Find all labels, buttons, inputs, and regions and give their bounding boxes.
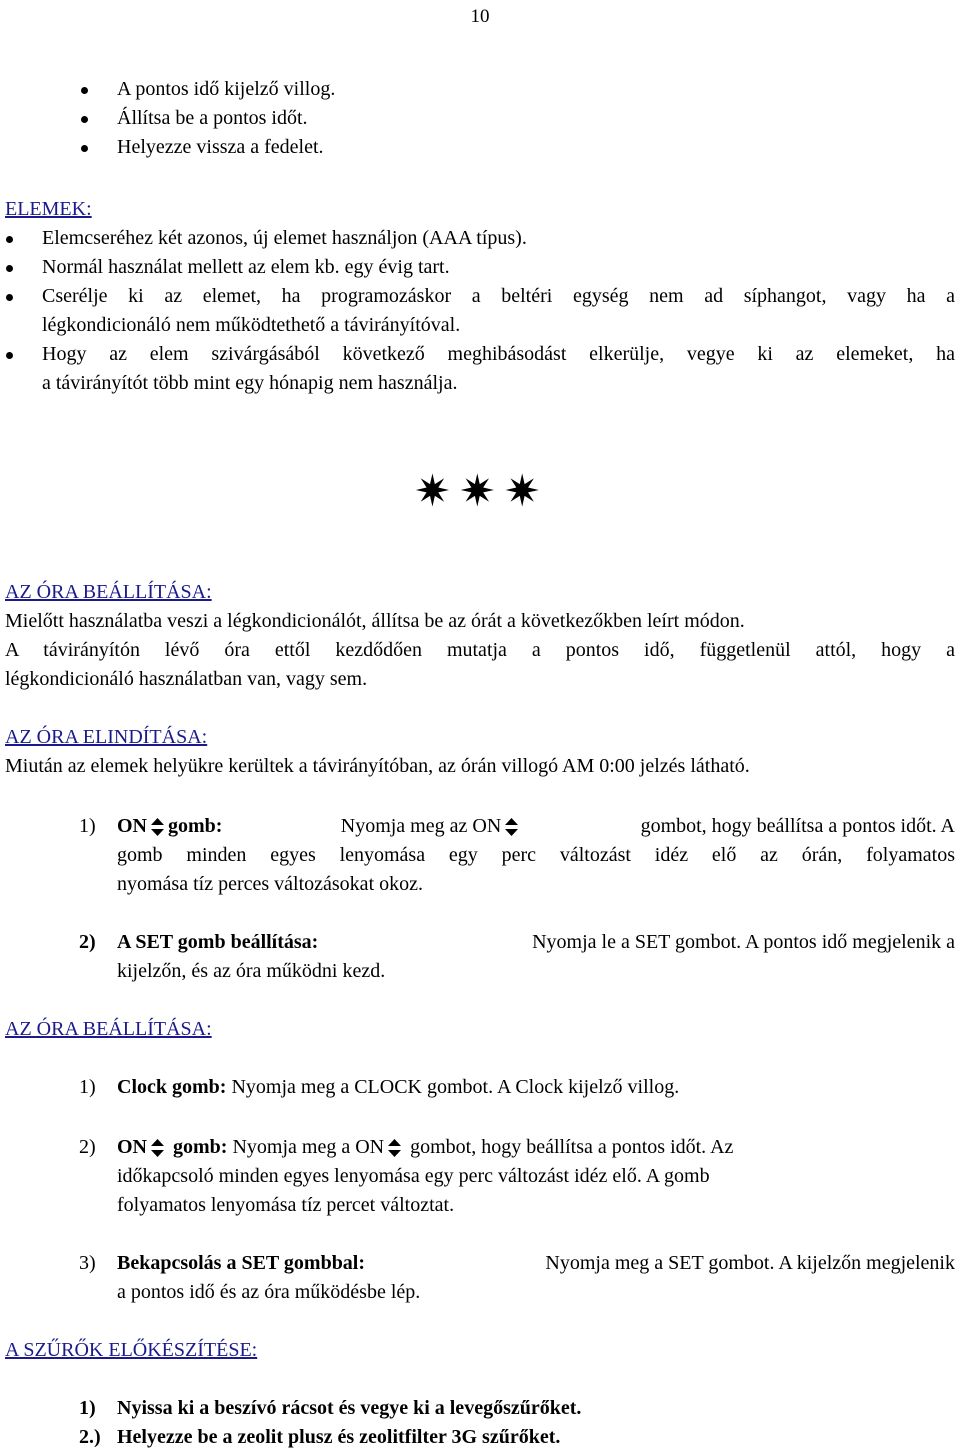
elinditas-item-1-line-1 xyxy=(117,812,955,841)
list-number: 1) xyxy=(79,1076,96,1098)
list-number: 1) xyxy=(79,1397,96,1419)
beallitas-item-1 xyxy=(117,1073,679,1102)
beallitas-paragraph-line-1: Mielőtt használatba veszi a légkondicionálót, állítsa be az órát a következőkben leírt módon. xyxy=(5,610,745,632)
item-1-text-a: Nyomja meg az ON xyxy=(340,815,502,837)
item-text-a: Nyomja meg a ON xyxy=(232,1136,385,1158)
elemek-bullet-4-line-1: Hogy az elem szivárgásából következő meghibásodást elkerülje, vegye ki az elemeket, ha xyxy=(42,343,955,365)
up-down-triangle-icon xyxy=(151,1139,164,1157)
item-1-text-b: gombot, hogy beállítsa a pontos időt. A xyxy=(640,815,955,837)
beallitas-paragraph-line-2: A távirányítón lévő óra ettől kezdődően mutatja a pontos idő, függetlenül attól, hogy a xyxy=(5,639,955,661)
item-text-b: gombot, hogy beállítsa a pontos időt. Az xyxy=(410,1136,734,1158)
beallitas-item-2-line-2: időkapcsoló minden egyes lenyomása egy perc változást idéz elő. A gomb xyxy=(117,1165,710,1187)
up-down-triangle-icon xyxy=(151,818,164,836)
item-1-lead xyxy=(117,812,222,841)
bold-set-label: A SET gomb beállítása: xyxy=(117,931,319,953)
item-text: Nyomja meg a CLOCK gombot. A Clock kijelző villog. xyxy=(231,1076,680,1098)
list-number: 2.) xyxy=(79,1426,101,1448)
section-heading-elemek: ELEMEK: xyxy=(5,198,92,220)
bold-bekapcsolas-label: Bekapcsolás a SET gombbal: xyxy=(117,1252,366,1274)
page-number: 10 xyxy=(470,6,490,27)
beallitas-item-3-line-2: a pontos idő és az óra működésbe lép. xyxy=(117,1281,421,1303)
szurok-item-1: Nyissa ki a beszívó rácsot és vegye ki a levegőszűrőket. xyxy=(117,1397,582,1419)
beallitas-paragraph-line-3: légkondicionáló használatban van, vagy sem. xyxy=(5,668,368,690)
elinditas-item-1-line-2: gomb minden egyes lenyomása egy perc változást idéz elő az órán, folyamatos xyxy=(117,844,955,866)
intro-bullet-1: A pontos idő kijelző villog. xyxy=(117,78,336,100)
list-number: 1) xyxy=(79,815,96,837)
bullet-dot-icon xyxy=(6,352,13,359)
bullet-dot-icon xyxy=(6,265,13,272)
bullet-dot-icon xyxy=(6,236,13,243)
section-heading-szurok: A SZŰRŐK ELŐKÉSZÍTÉSE: xyxy=(5,1339,258,1361)
elemek-bullet-3-line-2: légkondicionáló nem működtethető a távirányítóval. xyxy=(42,314,461,336)
bullet-dot-icon xyxy=(81,145,88,152)
elemek-bullet-3-line-1: Cserélje ki az elemet, ha programozáskor a beltéri egység nem ad síphangot, vagy ha a xyxy=(42,285,955,307)
list-number: 2) xyxy=(79,1136,96,1158)
star-separator-icon: ✷✷✷ xyxy=(414,467,549,516)
section-heading-ora-beallitasa: AZ ÓRA BEÁLLÍTÁSA: xyxy=(5,581,212,603)
szurok-item-2: Helyezze be a zeolit plusz és zeolitfilter 3G szűrőket. xyxy=(117,1426,561,1448)
bullet-dot-icon xyxy=(81,87,88,94)
list-number: 3) xyxy=(79,1252,96,1274)
bullet-dot-icon xyxy=(81,116,88,123)
elinditas-item-1-line-3: nyomása tíz perces változásokat okoz. xyxy=(117,873,423,895)
up-down-triangle-icon xyxy=(388,1139,401,1157)
up-down-triangle-icon xyxy=(505,818,518,836)
beallitas-item-2-line-3: folyamatos lenyomása tíz percet változtat. xyxy=(117,1194,455,1216)
elemek-bullet-4-line-2: a távirányítót több mint egy hónapig nem használja. xyxy=(42,372,458,394)
elinditas-item-2-line-1 xyxy=(117,928,955,957)
bold-clock-label: Clock gomb: xyxy=(117,1076,227,1098)
item-2-text: Nyomja le a SET gombot. A pontos idő megjelenik a xyxy=(532,931,955,953)
intro-bullet-3: Helyezze vissza a fedelet. xyxy=(117,136,324,158)
intro-bullet-2: Állítsa be a pontos időt. xyxy=(117,107,308,129)
section-heading-ora-beallitasa-2: AZ ÓRA BEÁLLÍTÁSA: xyxy=(5,1018,212,1040)
elinditas-intro: Miután az elemek helyükre kerültek a távirányítóban, az órán villogó AM 0:00 jelzés látható. xyxy=(5,755,750,777)
bullet-dot-icon xyxy=(6,294,13,301)
beallitas-item-2-line-1 xyxy=(117,1133,733,1162)
bold-gomb-label: gomb: xyxy=(168,815,223,837)
elemek-bullet-1: Elemcseréhez két azonos, új elemet használjon (AAA típus). xyxy=(42,227,527,249)
list-number: 2) xyxy=(79,931,96,953)
beallitas-item-3-line-1 xyxy=(117,1249,955,1278)
bold-on-label: ON xyxy=(117,1136,147,1158)
item-1-mid xyxy=(341,812,523,841)
section-heading-ora-elinditasa: AZ ÓRA ELINDÍTÁSA: xyxy=(5,726,208,748)
bold-gomb-label: gomb: xyxy=(173,1136,228,1158)
elinditas-item-2-line-2: kijelzőn, és az óra működni kezd. xyxy=(117,960,386,982)
item-text: Nyomja meg a SET gombot. A kijelzőn megjelenik xyxy=(545,1252,955,1274)
bold-on-label: ON xyxy=(117,815,147,837)
elemek-bullet-2: Normál használat mellett az elem kb. egy évig tart. xyxy=(42,256,450,278)
